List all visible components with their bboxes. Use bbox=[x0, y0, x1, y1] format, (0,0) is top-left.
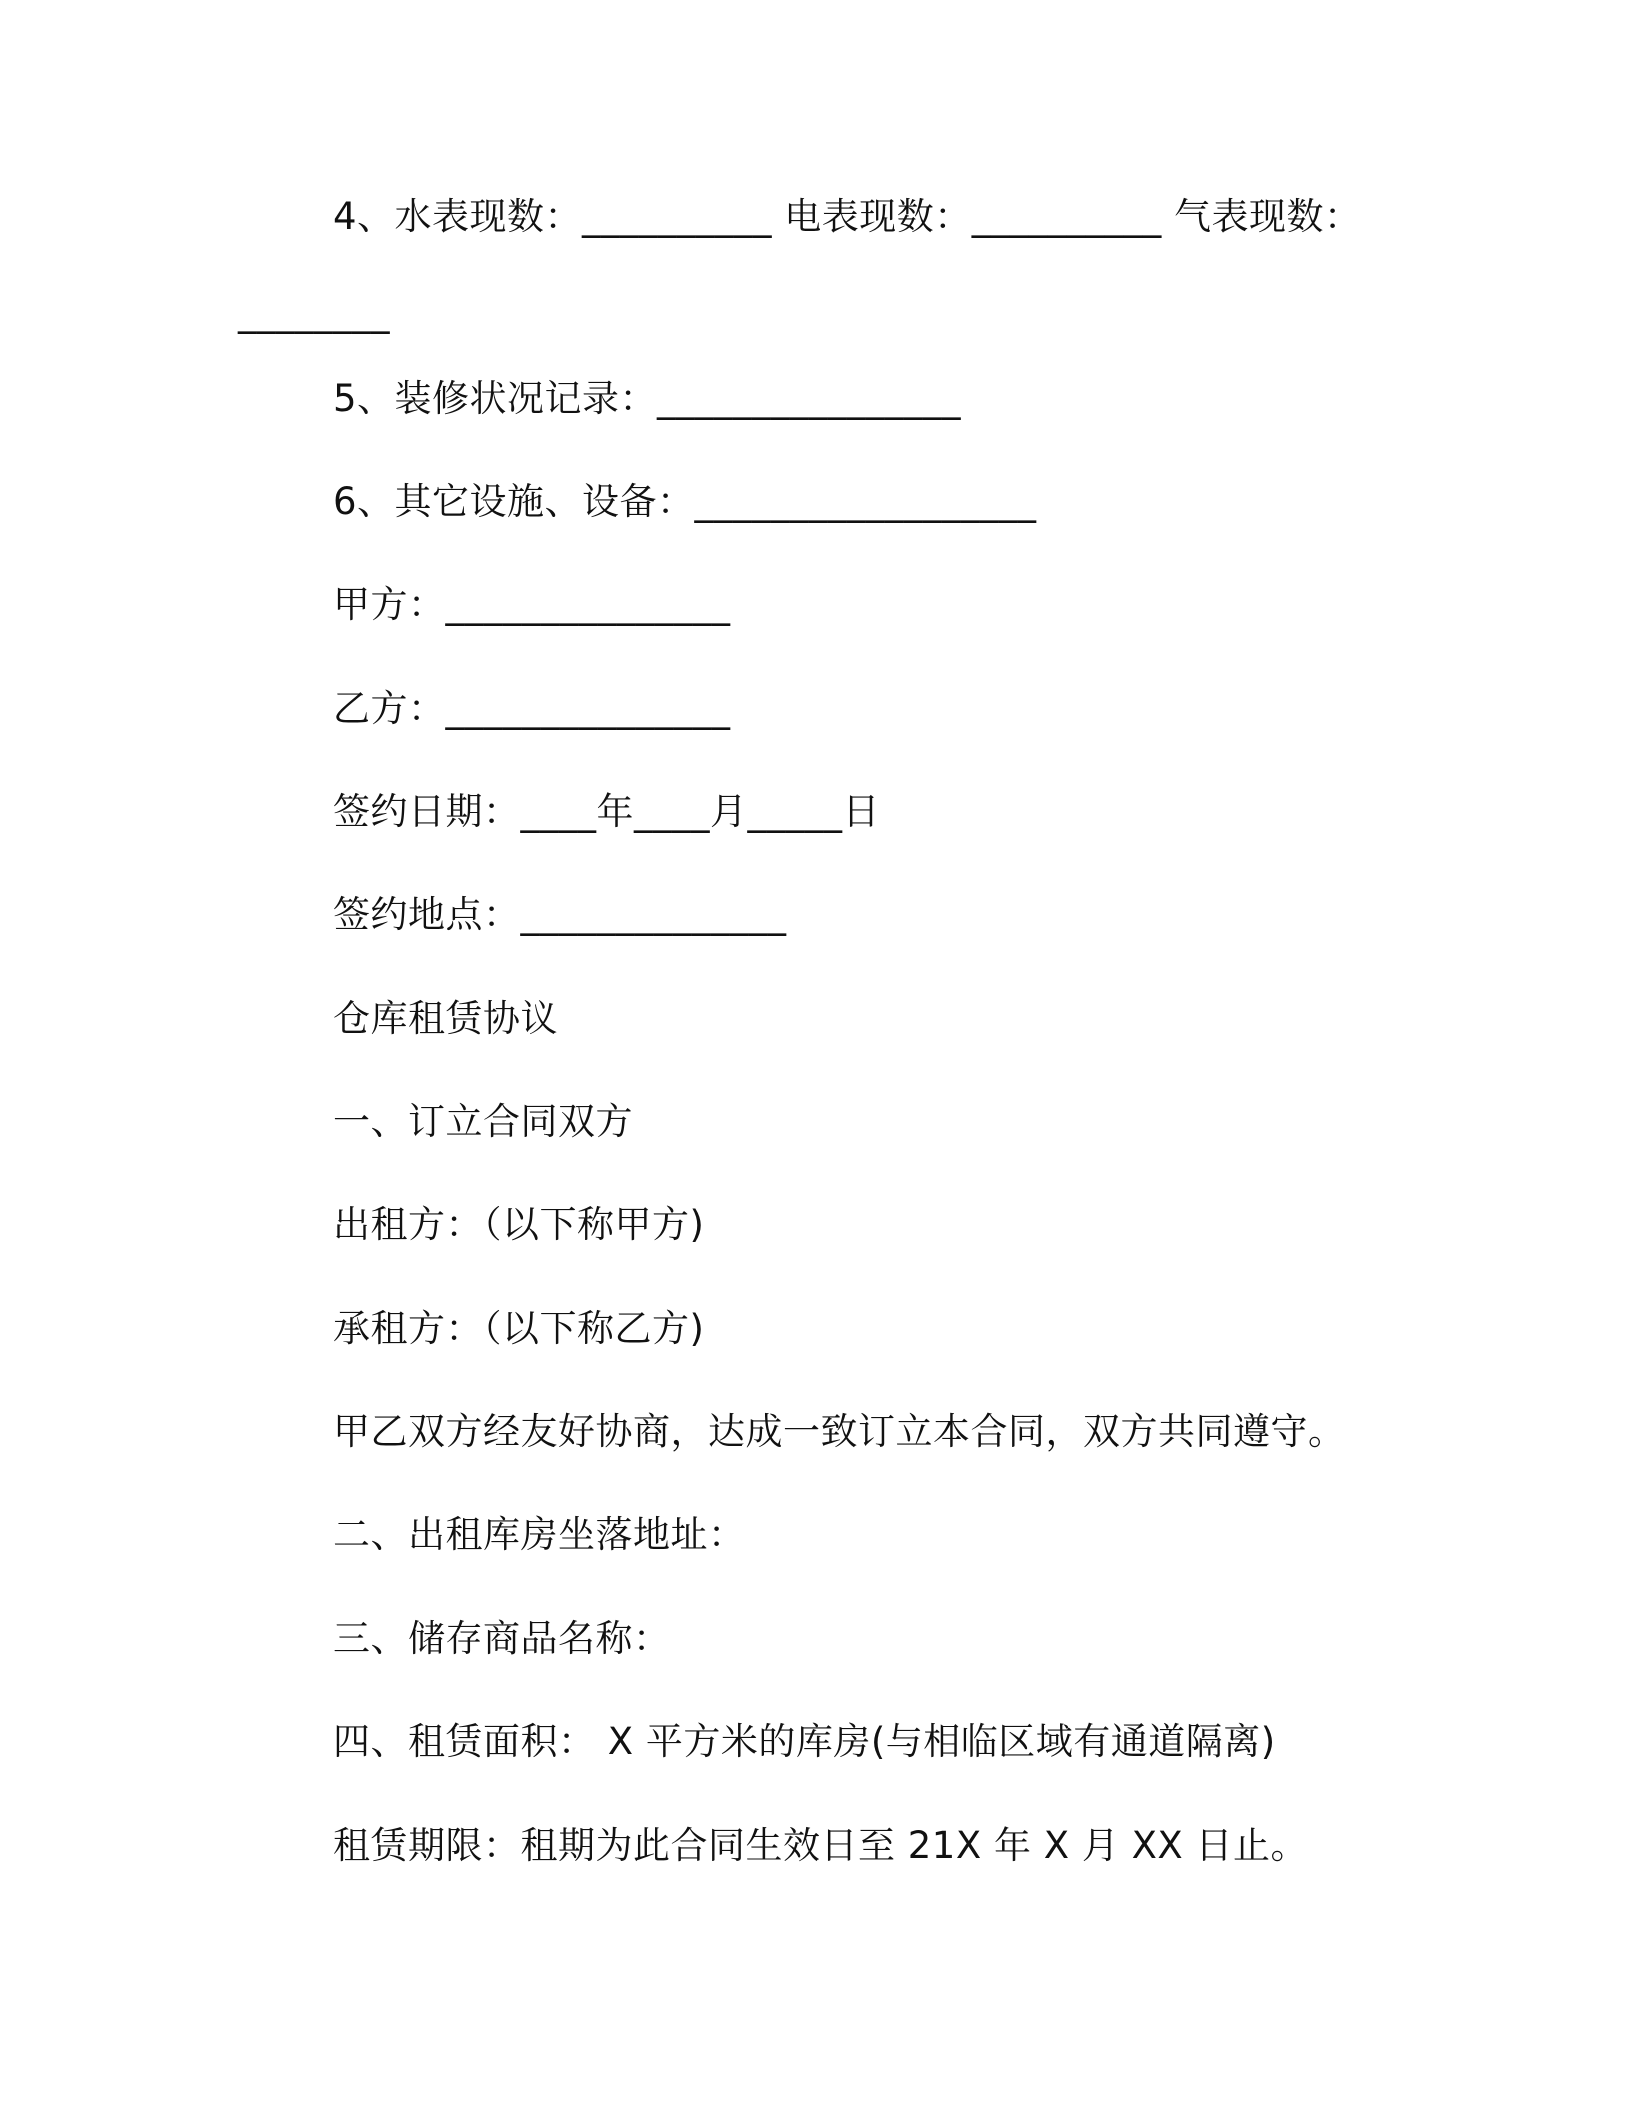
other-facilities-line: 6、其它设施、设备：__________________ bbox=[333, 480, 1037, 523]
lease-term-line: 租赁期限：租期为此合同生效日至 21X 年 X 月 XX 日止。 bbox=[333, 1824, 1309, 1867]
meter-readings-line: 4、水表现数：__________ 电表现数：__________ 气表现数： bbox=[333, 195, 1362, 238]
section-3-heading: 三、储存商品名称： bbox=[333, 1617, 671, 1660]
agreement-statement: 甲乙双方经友好协商，达成一致订立本合同，双方共同遵守。 bbox=[333, 1410, 1346, 1453]
lessor-line: 出租方：（以下称甲方) bbox=[333, 1203, 705, 1246]
decoration-record-line: 5、装修状况记录：________________ bbox=[333, 377, 962, 420]
party-b-signature-line: 乙方：_______________ bbox=[333, 687, 731, 730]
signing-date-line: 签约日期：____年____月_____日 bbox=[333, 790, 880, 833]
section-4-heading: 四、租赁面积： X 平方米的库房(与相临区域有通道隔离) bbox=[333, 1720, 1276, 1763]
lessee-line: 承租方：（以下称乙方) bbox=[333, 1307, 705, 1350]
signing-location-line: 签约地点：______________ bbox=[333, 893, 787, 936]
section-2-heading: 二、出租库房坐落地址： bbox=[333, 1513, 746, 1556]
section-1-heading: 一、订立合同双方 bbox=[333, 1100, 633, 1143]
party-a-signature-line: 甲方：_______________ bbox=[333, 583, 731, 626]
meter-readings-continuation: ________ bbox=[238, 291, 390, 334]
agreement-title: 仓库租赁协议 bbox=[333, 997, 558, 1040]
